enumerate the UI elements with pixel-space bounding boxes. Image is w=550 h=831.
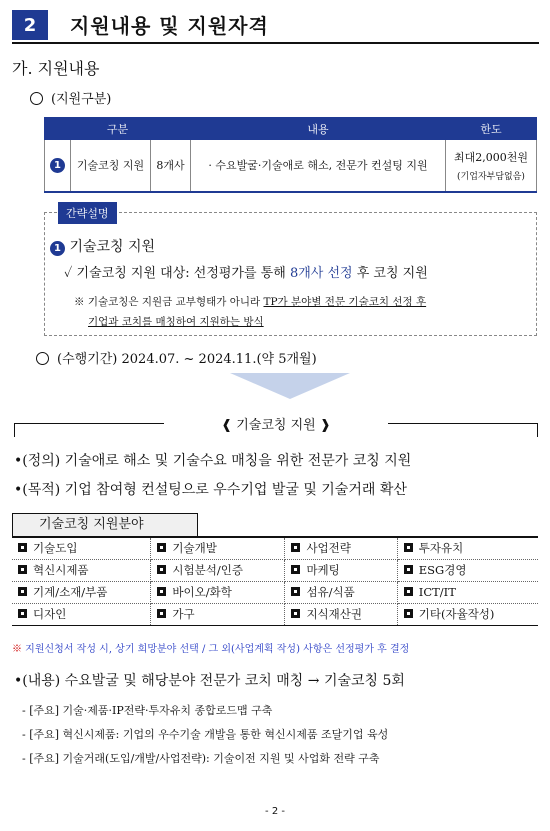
field-cell: 마케팅 [285,559,397,581]
note-prefix: ※ 기술코칭은 지원금 교부형태가 아니라 [74,296,264,308]
note-underline-2: 기업과 코치를 매칭하여 지원하는 방식 [88,316,264,328]
field-cell: 기술개발 [151,537,285,559]
field-cell: 바이오/화학 [151,581,285,603]
section-number: 2 [12,10,48,40]
support-table [44,117,537,193]
bullet-content: •(내용) 수요발굴 및 해당분야 전문가 코치 매칭 → 기술코칭 5회 [14,673,405,689]
heading-support-content: 가. 지원내용 [12,59,100,78]
field-cell: 혁신시제품 [12,559,151,581]
coaching-title: ❰ 기술코칭 지원 ❱ [221,418,331,433]
square-bullet-icon [157,587,166,596]
field-cell: 섬유/식품 [285,581,397,603]
number-badge-icon: 1 [50,241,65,256]
note-underline-1: TP가 분야별 전문 기술코치 선정 후 [263,296,427,308]
field-cell: 기타(자율작성) [397,603,538,625]
field-cell: 투자유치 [397,537,538,559]
square-bullet-icon [404,543,413,552]
table-row [12,559,538,581]
field-cell: 디자인 [12,603,151,625]
square-bullet-icon [291,609,300,618]
coaching-header [14,414,538,434]
table-header-category: 구분 [45,118,191,140]
row-limit [446,140,537,192]
square-bullet-icon [291,565,300,574]
limit-sub: (기업자부담없음) [457,171,525,182]
section-title: 지원내용 및 지원자격 [70,14,269,38]
field-cell: ESG경영 [397,559,538,581]
bullet-definition: •(정의) 기술애로 해소 및 기술수요 매칭을 위한 전문가 코칭 지원 [14,453,412,469]
brief-check-line [64,262,428,281]
note-text: 지원신청서 작성 시, 상기 희망분야 선택 / 그 외(사업계획 작성) 사항은 선정평가 후 결정 [22,644,410,655]
brief-tab: 간략설명 [58,202,117,224]
sub-item-1: - [주요] 기술·제품·IP전략·투자유치 종합로드맵 구축 [22,704,273,717]
field-cell: ICT/IT [397,581,538,603]
arrow-down-icon [230,373,350,399]
square-bullet-icon [18,609,27,618]
circle-bullet-icon [36,352,49,365]
square-bullet-icon [18,565,27,574]
brief-item-title [50,236,155,256]
table-row [12,581,538,603]
brief-item-label: 기술코칭 지원 [69,239,156,255]
period-line [36,348,317,367]
table-row [45,140,537,192]
note-mark: ※ [12,644,22,655]
support-type-label: (지원구분) [51,92,112,107]
row-count: 8개사 [151,140,191,192]
table-header-content: 내용 [191,118,446,140]
field-cell: 기계/소재/부품 [12,581,151,603]
field-cell: 사업전략 [285,537,397,559]
limit-main: 최대2,000천원 [454,150,528,164]
square-bullet-icon [157,609,166,618]
check-prefix: ✓ 기술코칭 지원 대상: 선정평가를 통해 [64,266,290,281]
table-row [12,537,538,559]
sub-item-2: - [주요] 혁신시제품: 기업의 우수기술 개발을 통한 혁신시제품 조달기업 육성 [22,728,389,741]
support-type-line [30,88,111,107]
square-bullet-icon [404,609,413,618]
page-number: - 2 - [265,806,285,817]
square-bullet-icon [18,543,27,552]
fields-tab: 기술코칭 지원분야 [12,513,198,537]
row-category: 기술코칭 지원 [71,140,151,192]
table-row [12,603,538,625]
square-bullet-icon [157,565,166,574]
field-cell: 지식재산권 [285,603,397,625]
number-badge-icon: 1 [50,158,65,173]
square-bullet-icon [291,543,300,552]
fields-note [12,640,409,655]
bullet-purpose: •(목적) 기업 참여형 컨설팅으로 우수기업 발굴 및 기술거래 확산 [14,482,407,498]
check-highlight: 8개사 선정 [289,266,353,281]
table-header-limit: 한도 [446,118,537,140]
square-bullet-icon [157,543,166,552]
section-divider [12,42,539,44]
square-bullet-icon [291,587,300,596]
field-cell: 가구 [151,603,285,625]
square-bullet-icon [18,587,27,596]
field-cell: 기술도입 [12,537,151,559]
brief-note [74,292,514,332]
sub-item-3: - [주요] 기술거래(도입/개발/사업전략): 기술이전 지원 및 사업화 전략 구축 [22,752,380,765]
row-content: · 수요발굴·기술애로 해소, 전문가 컨설팅 지원 [191,140,446,192]
period-text: (수행기간) 2024.07. ~ 2024.11.(약 5개월) [57,352,317,367]
square-bullet-icon [404,565,413,574]
circle-bullet-icon [30,92,43,105]
check-suffix: 후 코칭 지원 [352,266,428,281]
field-cell: 시험분석/인증 [151,559,285,581]
fields-table [12,536,538,626]
square-bullet-icon [404,587,413,596]
row-number-cell [45,140,71,192]
